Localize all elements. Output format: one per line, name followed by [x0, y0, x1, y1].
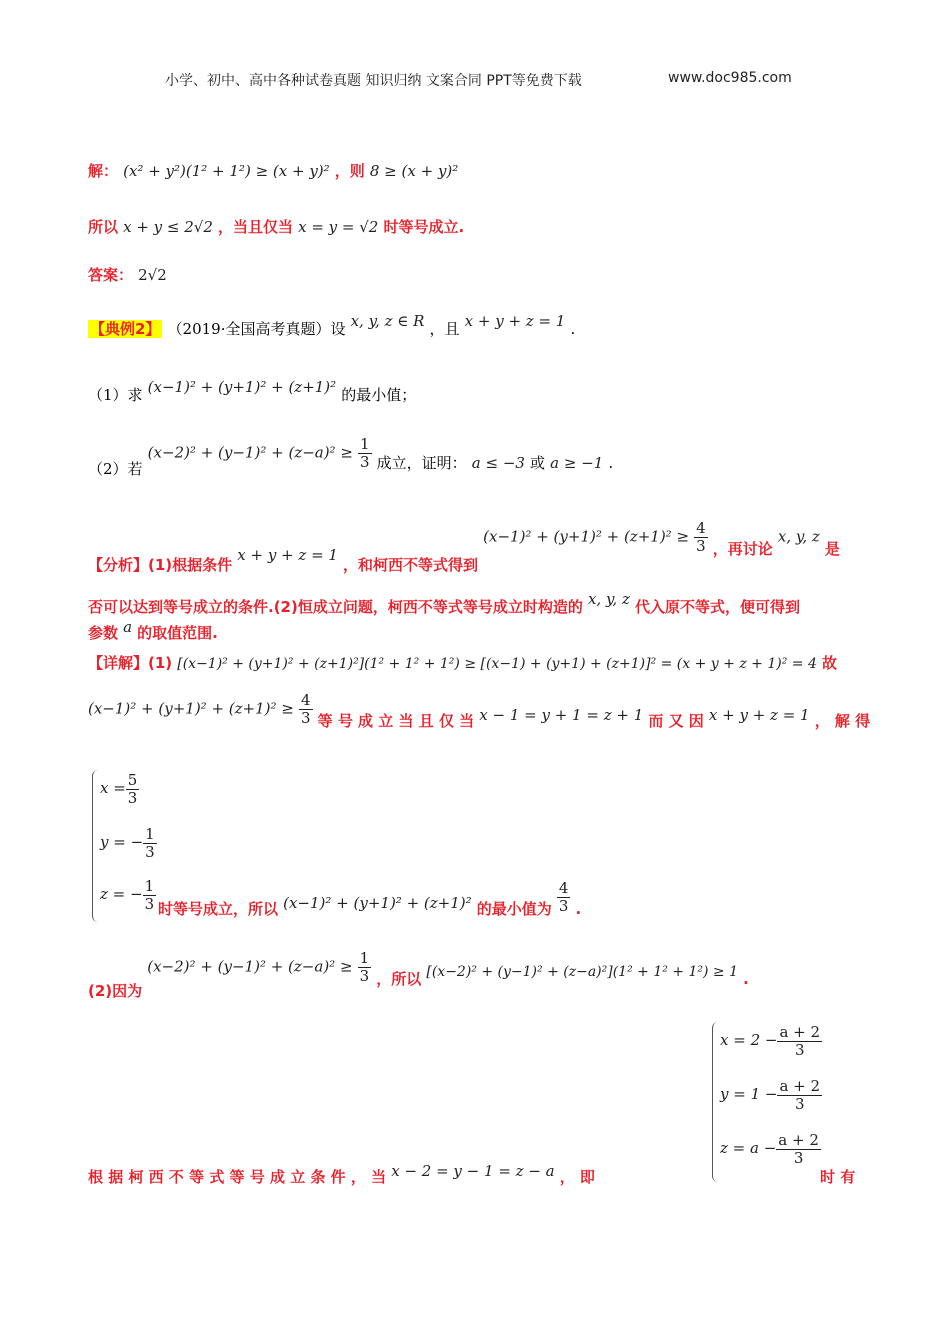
- detail-last-line: [88, 1160, 595, 1186]
- analysis-text-1: ，和柯西不等式得到: [343, 555, 479, 574]
- analysis-text-7: 的取值范围.: [137, 624, 218, 642]
- question-1: [88, 378, 417, 405]
- solution-line-1: [88, 160, 458, 181]
- sys1-row-z: z = − $\frac{1}{3}$: [100, 877, 155, 913]
- ineq-expr: x + y ≤ 2√2: [123, 218, 213, 236]
- analysis-line-2: [88, 590, 800, 617]
- question-2: [88, 435, 614, 478]
- q2-case-2: a ≥ −1: [550, 453, 604, 472]
- eq-holds-text: 时等号成立.: [383, 218, 465, 236]
- detail-period: .: [575, 899, 582, 918]
- answer-value: 2√2: [138, 266, 167, 284]
- example-source: （2019·全国高考真题）设: [167, 320, 346, 338]
- header-left: 小学、初中、高中各种试卷真题 知识归纳 文案合同 PPT等免费下载: [165, 73, 582, 89]
- part2-so: ，所以: [376, 969, 422, 988]
- and-text: ，且: [429, 320, 460, 338]
- q2-mid-text: 成立，证明：: [376, 453, 467, 472]
- detail-ineq: (x−1)² + (y+1)² + (z+1)² ≥: [88, 699, 294, 718]
- analysis-vars-2: x, y, z: [587, 590, 630, 608]
- part2-period: .: [743, 969, 749, 988]
- last-text-2: ， 即: [559, 1168, 595, 1186]
- detail-also: 而 又 因: [648, 711, 704, 730]
- detail-equality: x − 1 = y + 1 = z + 1: [479, 705, 644, 724]
- system-1-brace: [92, 770, 99, 922]
- sys1-row-y: y = − $\frac{1}{3}$: [100, 825, 155, 861]
- detail-line-1: [88, 652, 837, 673]
- last-equality: x − 2 = y − 1 = z − a: [391, 1162, 555, 1180]
- analysis-vars: x, y, z: [777, 527, 820, 546]
- detail-sum: x + y + z = 1: [708, 705, 810, 724]
- analysis-line-3: [88, 618, 218, 643]
- last-text-1: 根 据 柯 西 不 等 式 等 号 成 立 条 件 ， 当: [88, 1168, 387, 1186]
- analysis-text-5: 代入原不等式，便可得到: [634, 598, 800, 616]
- so-text: 所以: [88, 218, 119, 236]
- q1-text: 的最小值；: [341, 386, 417, 404]
- solution-label: 解：: [88, 162, 119, 180]
- q2-fraction: $\frac{1}{3}$: [360, 435, 370, 471]
- part2-cauchy: [(x−2)² + (y−1)² + (z−a)²](1² + 1² + 1²) ≥ 1: [426, 963, 738, 980]
- sys1-row-x: x = $\frac{5}{3}$: [100, 771, 138, 807]
- detail-line-2: [88, 691, 871, 730]
- set-expr: x, y, z ∈ R: [350, 312, 425, 330]
- analysis-text-6: 参数: [88, 624, 119, 642]
- detail-cauchy: [(x−1)² + (y+1)² + (z+1)²](1² + 1² + 1²) ≥ [(x−1) + (y+1) + (z+1)]² = (x + y + z + 1)² = 4: [177, 656, 817, 672]
- sys2-row-z: z = a − $\frac{a + 2}{3}$: [720, 1131, 819, 1167]
- answer-line: [88, 264, 167, 285]
- detail-label: 【详解】(1): [88, 654, 173, 672]
- header-right-url: www.doc985.com: [668, 70, 792, 86]
- q2-label: （2）若: [88, 459, 143, 478]
- analysis-text-2: ，再讨论: [712, 539, 773, 558]
- part2-because: (2)因为: [88, 981, 143, 1000]
- detail-line-3: [158, 879, 582, 918]
- detail-fraction: $\frac{4}{3}$: [300, 691, 311, 727]
- analysis-ineq: (x−1)² + (y+1)² + (z+1)² ≥: [483, 527, 690, 546]
- q2-end: .: [608, 453, 614, 472]
- sys2-row-y: y = 1 − $\frac{a + 2}{3}$: [720, 1077, 821, 1113]
- part2-fraction: $\frac{1}{3}$: [359, 949, 370, 985]
- param-a: a: [123, 618, 133, 636]
- q1-expr: (x−1)² + (y+1)² + (z+1)²: [147, 378, 337, 396]
- min-value-fraction: $\frac{4}{3}$: [558, 879, 569, 915]
- cauchy-expr: (x² + y²)(1² + 1²) ≥ (x + y)²: [123, 162, 330, 180]
- detail-therefore: 故: [821, 654, 837, 672]
- condition-expr: x + y + z = 1: [464, 312, 566, 330]
- detail-iff: 等 号 成 立 当 且 仅 当: [317, 711, 475, 730]
- solution-line-2: [88, 216, 464, 237]
- example-tag: 【典例2】: [90, 320, 161, 338]
- answer-label: 答案：: [88, 266, 134, 284]
- detail-eq-holds: 时等号成立，所以: [158, 899, 279, 918]
- iff-text: ，当且仅当: [218, 218, 294, 236]
- detail-part-2: [88, 949, 749, 1000]
- q2-case-1: a ≤ −3: [471, 453, 525, 472]
- analysis-text-3: 是: [824, 539, 840, 558]
- analysis-fraction: $\frac{4}{3}$: [696, 519, 706, 555]
- detail-target-expr: (x−1)² + (y+1)² + (z+1)²: [283, 893, 472, 912]
- analysis-cond: x + y + z = 1: [237, 545, 338, 564]
- period: .: [570, 320, 576, 338]
- analysis-text-4: 否可以达到等号成立的条件.(2)恒成立问题，柯西不等式等号成立时构造的: [88, 598, 583, 616]
- equality-expr: x = y = √2: [298, 218, 379, 236]
- q2-or: 或: [530, 453, 546, 472]
- then-text: ，则: [334, 162, 365, 180]
- part2-ineq: (x−2)² + (y−1)² + (z−a)² ≥: [147, 957, 353, 976]
- system-2-brace: [712, 1022, 719, 1182]
- analysis-line-1: [88, 519, 840, 574]
- q1-label: （1）求: [88, 386, 143, 404]
- detail-min-text: 的最小值为: [476, 899, 552, 918]
- last-text-3: 时 有: [820, 1168, 856, 1186]
- detail-solve: ， 解 得: [814, 711, 871, 730]
- q2-expr: (x−2)² + (y−1)² + (z−a)² ≥: [147, 443, 353, 462]
- sys2-row-x: x = 2 − $\frac{a + 2}{3}$: [720, 1023, 821, 1059]
- example-2-header: [88, 312, 576, 339]
- bound-expr: 8 ≥ (x + y)²: [369, 162, 459, 180]
- analysis-label: 【分析】(1)根据条件: [88, 555, 233, 574]
